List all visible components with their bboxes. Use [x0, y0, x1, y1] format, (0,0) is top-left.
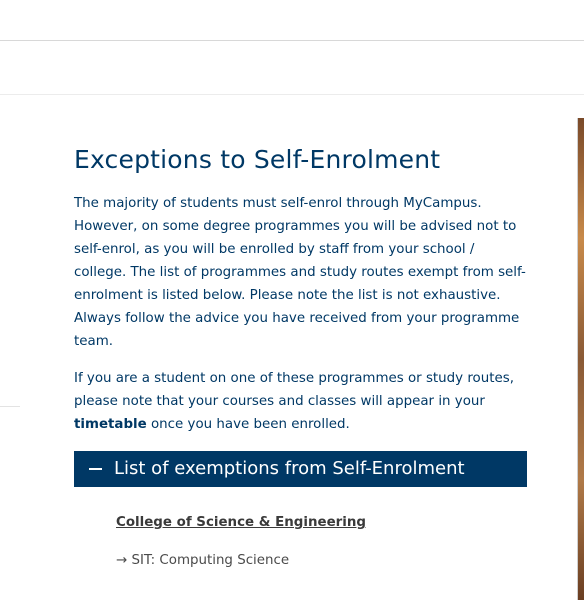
- college-science-engineering-link[interactable]: College of Science & Engineering: [116, 515, 366, 530]
- timetable-paragraph-text-before: If you are a student on one of these programmes or study routes, please note that your courses and classes will appear in your: [74, 371, 514, 409]
- timetable-paragraph-text-after: once you have been enrolled.: [146, 417, 350, 432]
- accordion-title: List of exemptions from Self-Enrolment: [114, 458, 465, 479]
- right-panel-image: [578, 118, 584, 600]
- sidebar-divider: [0, 406, 20, 407]
- list-item: → SIT: Computing Science: [116, 553, 290, 568]
- intro-paragraph: The majority of students must self-enrol through MyCampus. However, on some degree programmes you will be advised not to self-enrol, as you will be enrolled by staff from your school / college. The list of programmes and study routes exempt from self-enrolment is listed below. Please note the list is not exhaustive. Always follow the advice you have received from your programme team.: [74, 196, 526, 349]
- accordion-body: [74, 487, 529, 573]
- minus-icon: [89, 468, 102, 470]
- page-title: Exceptions to Self-Enrolment: [74, 145, 441, 174]
- header-divider: [0, 40, 584, 41]
- subnav-divider: [0, 94, 584, 95]
- exemptions-accordion-toggle[interactable]: [74, 451, 527, 487]
- timetable-link[interactable]: timetable: [74, 417, 147, 432]
- main-content: [74, 140, 529, 573]
- timetable-paragraph: [74, 367, 529, 436]
